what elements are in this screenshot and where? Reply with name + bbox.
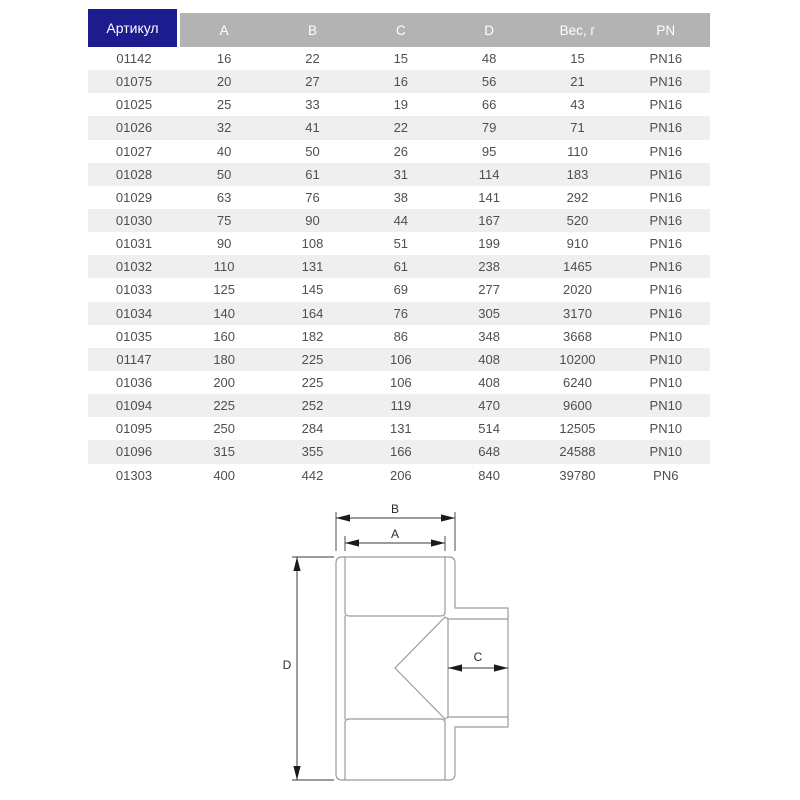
article-cell: 01031 (115, 236, 153, 252)
table-cell: 90 (216, 236, 232, 252)
table-cell: 348 (478, 328, 500, 344)
table-cell: 206 (389, 467, 412, 483)
table-cell: 292 (566, 189, 589, 205)
table-cell: 355 (301, 444, 324, 460)
arrowhead (345, 539, 359, 546)
article-cell: 01030 (115, 213, 153, 229)
table-body (88, 47, 710, 487)
table-cell: 6240 (563, 375, 592, 391)
column-header: C (357, 13, 445, 47)
table-cell: 114 (478, 166, 500, 182)
table-cell: PN16 (649, 189, 683, 205)
arrowhead (494, 664, 508, 671)
table-row (88, 93, 710, 116)
table-cell: 180 (213, 351, 236, 367)
article-cell: 01036 (115, 375, 153, 391)
table-cell: 40 (216, 143, 232, 159)
table-cell: 400 (213, 467, 236, 483)
table-cell: 199 (478, 236, 500, 252)
table-row (88, 417, 710, 440)
column-header: D (445, 13, 533, 47)
table-cell: 284 (301, 421, 324, 437)
table-cell: PN16 (649, 259, 683, 275)
table-cell: 238 (478, 259, 500, 275)
table-cell: 20 (216, 74, 232, 90)
table-cell: 69 (393, 282, 409, 298)
article-cell: 01026 (115, 120, 153, 136)
table-header-row (88, 9, 710, 47)
table-cell: 470 (478, 398, 500, 414)
table-cell: 3170 (563, 305, 592, 321)
table-row (88, 302, 710, 325)
table-cell: 9600 (563, 398, 592, 414)
table-cell: 442 (301, 467, 324, 483)
table-cell: PN16 (649, 213, 683, 229)
dimension-label-d: D (282, 658, 292, 672)
table-cell: 21 (570, 74, 585, 90)
table-cell: 76 (393, 305, 409, 321)
table-cell: 24588 (559, 444, 596, 460)
article-cell: 01142 (116, 51, 152, 67)
article-cell: 01028 (115, 166, 153, 182)
arrowhead (293, 557, 300, 571)
column-header: B (268, 13, 356, 47)
table-cell: 3668 (563, 328, 592, 344)
table-cell: 22 (305, 51, 320, 67)
table-cell: 167 (478, 213, 500, 229)
table-cell: 2020 (563, 282, 592, 298)
branch-bottom-chamfer (445, 717, 448, 719)
table-cell: PN6 (653, 467, 679, 483)
table-cell: 160 (213, 328, 236, 344)
table-cell: 26 (393, 143, 409, 159)
table-cell: 252 (301, 398, 324, 414)
column-header-article: Артикул (88, 9, 177, 47)
table-row (88, 464, 710, 487)
arrowhead (431, 539, 445, 546)
table-cell: 61 (305, 166, 320, 182)
dimension-d (283, 557, 334, 780)
table-cell: 110 (213, 259, 235, 275)
table-cell: 66 (481, 97, 497, 113)
table-row (88, 325, 710, 348)
table-cell: PN10 (649, 375, 683, 391)
column-header: A (180, 13, 268, 47)
article-cell: 01094 (115, 398, 153, 414)
article-cell: 01303 (115, 467, 153, 483)
article-cell: 01096 (115, 444, 153, 460)
dimension-a (345, 527, 445, 551)
table-cell: PN16 (649, 51, 683, 67)
arrowhead (293, 766, 300, 780)
table-row (88, 70, 710, 93)
table-cell: 86 (393, 328, 409, 344)
bottom-socket-inner (345, 719, 445, 780)
table-cell: 38 (393, 189, 409, 205)
table-cell: 25 (216, 97, 232, 113)
table-cell: 12505 (559, 421, 596, 437)
table-cell: PN16 (649, 236, 683, 252)
table-cell: 131 (301, 259, 324, 275)
table-row (88, 209, 710, 232)
dimension-label-a: A (390, 527, 400, 541)
table-cell: PN10 (649, 444, 683, 460)
table-cell: 41 (305, 120, 320, 136)
table-cell: 225 (213, 398, 236, 414)
tee-fitting-diagram (270, 495, 520, 795)
table-cell: 520 (566, 213, 589, 229)
column-header: PN (622, 13, 710, 47)
table-row (88, 116, 710, 139)
table-cell: 71 (570, 120, 585, 136)
branch-bore-chevron (395, 617, 445, 719)
table-cell: 95 (481, 143, 497, 159)
arrowhead (448, 664, 462, 671)
table-cell: 79 (481, 120, 497, 136)
article-cell: 01095 (115, 421, 153, 437)
table-cell: 514 (478, 421, 500, 437)
table-row (88, 440, 710, 463)
table-cell: 183 (566, 166, 589, 182)
table-cell: 10200 (559, 351, 596, 367)
table-cell: 250 (213, 421, 236, 437)
table-row (88, 255, 710, 278)
arrowhead (336, 514, 350, 521)
table-cell: 50 (305, 143, 320, 159)
table-cell: 27 (305, 74, 320, 90)
table-cell: 44 (393, 213, 409, 229)
table-cell: 182 (301, 328, 324, 344)
table-cell: 408 (478, 351, 500, 367)
table-cell: 22 (393, 120, 409, 136)
article-cell: 01035 (115, 328, 153, 344)
table-row (88, 47, 710, 70)
article-cell: 01025 (115, 97, 153, 113)
arrowhead (441, 514, 455, 521)
table-cell: 166 (389, 444, 412, 460)
table-cell: PN16 (649, 305, 683, 321)
table-cell: 56 (481, 74, 497, 90)
table-cell: 108 (301, 236, 324, 252)
table-cell: PN10 (649, 328, 683, 344)
table-cell: 315 (213, 444, 236, 460)
table-cell: 106 (389, 375, 412, 391)
table-cell: 16 (216, 51, 232, 67)
table-row (88, 371, 710, 394)
branch-top-chamfer (445, 617, 448, 619)
table-cell: PN16 (649, 97, 683, 113)
table-cell: 48 (481, 51, 497, 67)
table-cell: 39780 (559, 467, 596, 483)
table-cell: 61 (393, 259, 409, 275)
table-row (88, 278, 710, 301)
article-cell: 01034 (115, 305, 153, 321)
table-cell: 225 (301, 375, 324, 391)
table-cell: 1465 (563, 259, 592, 275)
table-cell: 840 (478, 467, 500, 483)
dimension-label-b: B (390, 502, 400, 516)
table-row (88, 186, 710, 209)
table-cell: 164 (301, 305, 324, 321)
article-cell: 01147 (116, 351, 152, 367)
table-cell: PN16 (649, 143, 683, 159)
table-cell: 408 (478, 375, 500, 391)
table-cell: 141 (478, 189, 500, 205)
table-cell: 75 (216, 213, 232, 229)
article-cell: 01032 (115, 259, 153, 275)
table-cell: PN10 (649, 421, 683, 437)
table-cell: PN16 (649, 120, 683, 136)
table-cell: 225 (301, 351, 324, 367)
table-cell: 140 (213, 305, 236, 321)
table-cell: 648 (478, 444, 500, 460)
table-cell: 106 (389, 351, 412, 367)
table-cell: 32 (216, 120, 232, 136)
table-cell: 15 (393, 51, 409, 67)
table-cell: PN16 (649, 166, 683, 182)
table-cell: 19 (393, 97, 409, 113)
table-cell: 119 (390, 398, 412, 414)
article-cell: 01033 (115, 282, 153, 298)
table-cell: 76 (305, 189, 320, 205)
dimension-c (448, 650, 508, 672)
table-cell: 277 (478, 282, 500, 298)
table-cell: 145 (301, 282, 324, 298)
table-cell: 43 (570, 97, 585, 113)
table-cell: 131 (389, 421, 412, 437)
table-cell: 910 (566, 236, 589, 252)
table-cell: 15 (570, 51, 585, 67)
table-cell: 31 (393, 166, 409, 182)
table-cell: 33 (305, 97, 320, 113)
dimension-label-c: C (473, 650, 483, 664)
table-row (88, 163, 710, 186)
table-cell: 90 (305, 213, 320, 229)
column-header: Вес, г (533, 13, 621, 47)
table-cell: 200 (213, 375, 236, 391)
top-socket-inner (345, 557, 445, 616)
article-cell: 01027 (115, 143, 153, 159)
article-cell: 01029 (115, 189, 153, 205)
dimensions-table (88, 9, 710, 487)
table-row (88, 394, 710, 417)
table-row (88, 232, 710, 255)
table-cell: 16 (393, 74, 409, 90)
table-cell: PN16 (649, 74, 683, 90)
table-cell: PN10 (649, 351, 683, 367)
table-cell: 305 (478, 305, 500, 321)
table-cell: 50 (216, 166, 232, 182)
table-cell: PN16 (649, 282, 683, 298)
table-cell: 110 (567, 143, 588, 159)
table-cell: 51 (393, 236, 409, 252)
table-row (88, 348, 710, 371)
article-cell: 01075 (115, 74, 153, 90)
table-row (88, 140, 710, 163)
table-cell: 63 (216, 189, 232, 205)
table-cell: 125 (213, 282, 236, 298)
table-cell: PN10 (649, 398, 683, 414)
